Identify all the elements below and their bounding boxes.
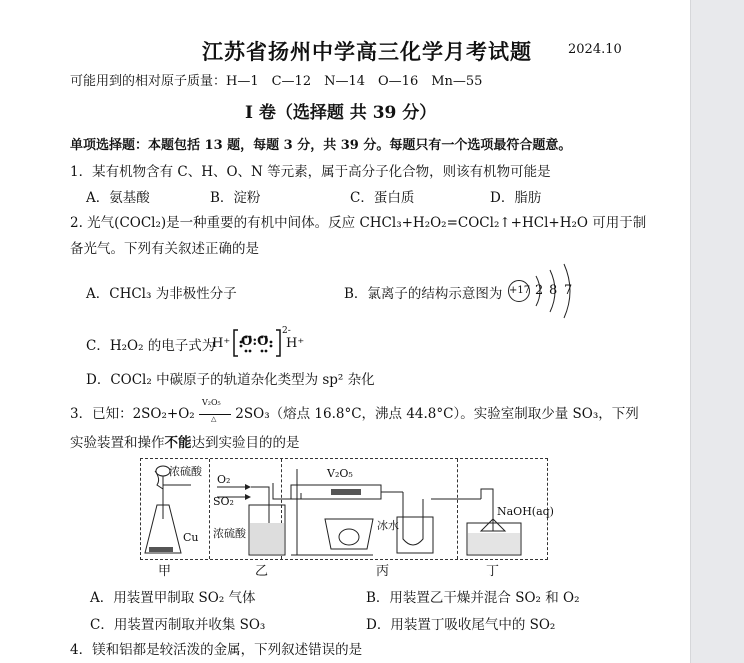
- viewer-gutter: [690, 0, 744, 663]
- jia-metal-label: Cu: [183, 531, 199, 544]
- lewis-core: O:O: [241, 334, 269, 349]
- q3-stem-line2: [70, 431, 300, 451]
- atomic-masses: 可能用到的相对原子质量：H—1 C—12 N—14 O—16 Mn—55: [70, 74, 483, 89]
- q3-stem-suffix: 2SO₃（熔点 16.8°C，沸点 44.8°C）。实验室制取少量 SO₃，下列: [235, 406, 639, 422]
- apparatus-label-yi: 乙: [255, 564, 269, 579]
- apparatus-label-ding: 丁: [486, 564, 500, 579]
- jia-reagent-label: 浓硫酸: [169, 465, 202, 478]
- q2-stem-line1: 2. 光气(COCl₂)是一种重要的有机中间体。反应 CHCl₃+H₂O₂=COCl₂↑+HCl+H₂O 可用于制: [70, 215, 647, 231]
- q2-option-c: C．H₂O₂ 的电子式为: [86, 338, 216, 354]
- q4-stem: 4．镁和铝都是较活泼的金属，下列叙述错误的是: [70, 642, 363, 658]
- lewis-left-h: H⁺: [212, 336, 231, 351]
- q1-option-a: A．氨基酸: [86, 190, 150, 206]
- shell-3-count: 7: [564, 283, 573, 298]
- shell-2-count: 8: [549, 283, 558, 298]
- q2-option-b: B．氯离子的结构示意图为: [344, 286, 503, 302]
- yi-reagent-label: 浓硫酸: [213, 527, 246, 540]
- q3-option-b: B．用装置乙干燥并混合 SO₂ 和 O₂: [366, 590, 580, 606]
- lewis-charge: 2-: [282, 326, 291, 336]
- q3-stem-line2-a: 实验装置和操作: [70, 435, 165, 451]
- section-title: I 卷（选择题 共 39 分）: [245, 103, 437, 123]
- catalyst-arrow: [199, 397, 231, 423]
- yi-gas1-label: O₂: [217, 473, 231, 486]
- ding-reagent-label: NaOH(aq): [497, 505, 554, 518]
- catalyst-top: V₂O₅: [202, 397, 221, 407]
- apparatus-label-bing: 丙: [376, 564, 390, 579]
- q1-option-c: C．蛋白质: [350, 190, 415, 206]
- bing-catalyst-label: V₂O₅: [327, 467, 353, 480]
- exam-title: 江苏省扬州中学高三化学月考试题: [202, 39, 532, 64]
- nucleus-circle: +17: [508, 280, 530, 302]
- apparatus-figure: [140, 458, 554, 560]
- instructions: 单项选择题：本题包括 13 题，每题 3 分，共 39 分。每题只有一个选项最符合题意。: [70, 138, 572, 153]
- catalyst-bottom: △: [211, 414, 217, 423]
- q3-emphasis: 不能: [164, 435, 192, 451]
- q1-option-b: B．淀粉: [210, 190, 261, 206]
- q1-option-d: D．脂肪: [490, 190, 542, 206]
- q3-stem-prefix: 3．已知：2SO₂+O₂: [70, 406, 195, 422]
- yi-gas2-label: SO₂: [213, 495, 234, 508]
- lewis-right-h: H⁺: [286, 336, 305, 351]
- q3-option-c: C．用装置丙制取并收集 SO₃: [90, 617, 266, 633]
- q2-option-a: A．CHCl₃ 为非极性分子: [86, 286, 237, 302]
- q3-stem-line2-b: 达到实验目的的是: [191, 435, 300, 451]
- q3-option-d: D．用装置丁吸收尾气中的 SO₂: [366, 617, 556, 633]
- shell-1-count: 2: [535, 283, 544, 298]
- q2-stem-line2: 备光气。下列有关叙述正确的是: [70, 241, 259, 257]
- q1-stem: 1．某有机物含有 C、H、O、N 等元素，属于高分子化合物，则该有机物可能是: [70, 164, 551, 180]
- apparatus-label-jia: 甲: [158, 564, 172, 579]
- q3-stem-line1: [70, 397, 639, 423]
- q2-option-d: D．COCl₂ 中碳原子的轨道杂化类型为 sp² 杂化: [86, 372, 375, 388]
- bing-ice-label: 冰水: [377, 519, 399, 532]
- exam-date: 2024.10: [568, 42, 622, 57]
- q3-option-a: A．用装置甲制取 SO₂ 气体: [90, 590, 256, 606]
- chloride-structure-diagram: [508, 262, 578, 322]
